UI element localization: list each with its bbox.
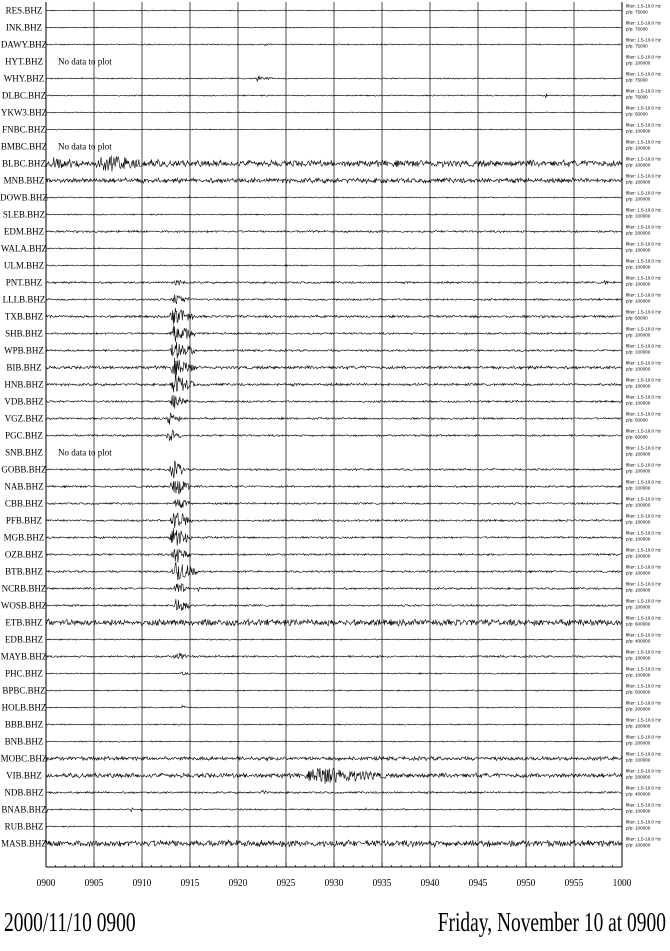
station-label: MASB.BHZ bbox=[1, 838, 47, 849]
station-pp-text: p/p: 100000 bbox=[626, 332, 651, 338]
no-data-text: No data to plot bbox=[58, 141, 112, 152]
station-label: YKW3.BHZ bbox=[0, 107, 48, 118]
x-tick-label: 0950 bbox=[516, 877, 536, 890]
station-pp-text: p/p: 75000 bbox=[626, 94, 648, 100]
x-tick-label: 0905 bbox=[84, 877, 104, 890]
station-pp-text: p/p: 100000 bbox=[626, 655, 651, 661]
station-pp-text: p/p: 200000 bbox=[626, 230, 651, 236]
station-pp-text: p/p: 75000 bbox=[626, 26, 648, 32]
station-label: RUB.BHZ bbox=[4, 821, 44, 832]
station-label: PNT.BHZ bbox=[5, 277, 43, 288]
station-label: OZB.BHZ bbox=[4, 549, 44, 560]
station-pp-text: p/p: 60000 bbox=[626, 434, 648, 440]
station-label: PFB.BHZ bbox=[5, 515, 43, 526]
station-filter-text: filter: 1.5-10.0 Hz bbox=[626, 139, 661, 145]
station-label: TXB.BHZ bbox=[4, 311, 44, 322]
station-label: BLBC.BHZ bbox=[2, 158, 46, 169]
station-filter-text: filter: 1.5-10.0 Hz bbox=[626, 462, 661, 468]
x-tick-label: 0915 bbox=[180, 877, 200, 890]
station-filter-text: filter: 1.5-10.0 Hz bbox=[626, 360, 661, 366]
x-tick-label: 0900 bbox=[36, 877, 56, 890]
station-filter-text: filter: 1.5-10.0 Hz bbox=[626, 734, 661, 740]
station-label: NDB.BHZ bbox=[4, 787, 44, 798]
station-pp-text: p/p: 50000 bbox=[626, 417, 648, 423]
station-pp-text: p/p: 100000 bbox=[626, 842, 651, 848]
x-tick-label: 0940 bbox=[420, 877, 440, 890]
station-label: WALA.BHZ bbox=[0, 243, 48, 254]
station-filter-text: filter: 1.5-10.0 Hz bbox=[626, 88, 661, 94]
station-label: INK.BHZ bbox=[5, 22, 43, 33]
station-filter-text: filter: 1.5-10.0 Hz bbox=[626, 768, 661, 774]
station-pp-text: p/p: 100000 bbox=[626, 247, 651, 253]
station-filter-text: filter: 1.5-10.0 Hz bbox=[626, 258, 661, 264]
station-pp-text: p/p: 100000 bbox=[626, 298, 651, 304]
station-label: EDB.BHZ bbox=[4, 634, 44, 645]
station-label: FNBC.BHZ bbox=[2, 124, 46, 135]
station-pp-text: p/p: 600000 bbox=[626, 621, 651, 627]
station-filter-text: filter: 1.5-10.0 Hz bbox=[626, 547, 661, 553]
station-pp-text: p/p: 100000 bbox=[626, 196, 651, 202]
station-filter-text: filter: 1.5-10.0 Hz bbox=[626, 20, 661, 26]
station-pp-text: p/p: 100000 bbox=[626, 604, 651, 610]
station-filter-text: filter: 1.5-10.0 Hz bbox=[626, 292, 661, 298]
station-label: BNAB.BHZ bbox=[1, 804, 47, 815]
station-filter-text: filter: 1.5-10.0 Hz bbox=[626, 751, 661, 757]
station-filter-text: filter: 1.5-10.0 Hz bbox=[626, 326, 661, 332]
station-label: LLLB.BHZ bbox=[2, 294, 46, 305]
station-label: BNB.BHZ bbox=[4, 736, 44, 747]
station-pp-text: p/p: 200000 bbox=[626, 740, 651, 746]
station-label: GOBB.BHZ bbox=[1, 464, 47, 475]
station-filter-text: filter: 1.5-10.0 Hz bbox=[626, 683, 661, 689]
station-label: MNB.BHZ bbox=[3, 175, 45, 186]
station-filter-text: filter: 1.5-10.0 Hz bbox=[626, 445, 661, 451]
station-pp-text: p/p: 75000 bbox=[626, 43, 648, 49]
station-filter-text: filter: 1.5-10.0 Hz bbox=[626, 37, 661, 43]
station-filter-text: filter: 1.5-10.0 Hz bbox=[626, 275, 661, 281]
station-filter-text: filter: 1.5-10.0 Hz bbox=[626, 819, 661, 825]
station-filter-text: filter: 1.5-10.0 Hz bbox=[626, 802, 661, 808]
station-filter-text: filter: 1.5-10.0 Hz bbox=[626, 530, 661, 536]
station-filter-text: filter: 1.5-10.0 Hz bbox=[626, 411, 661, 417]
station-pp-text: p/p: 100000 bbox=[626, 570, 651, 576]
station-pp-text: p/p: 100000 bbox=[626, 179, 651, 185]
station-pp-text: p/p: 100000 bbox=[626, 264, 651, 270]
station-pp-text: p/p: 75000 bbox=[626, 77, 648, 83]
station-label: SLEB.BHZ bbox=[2, 209, 46, 220]
station-filter-text: filter: 1.5-10.0 Hz bbox=[626, 615, 661, 621]
x-tick-label: 0945 bbox=[468, 877, 488, 890]
station-pp-text: p/p: 100000 bbox=[626, 281, 651, 287]
station-label: PHC.BHZ bbox=[5, 668, 43, 679]
station-label: ULM.BHZ bbox=[3, 260, 45, 271]
station-pp-text: p/p: 100000 bbox=[626, 672, 651, 678]
no-data-text: No data to plot bbox=[58, 56, 112, 67]
station-filter-text: filter: 1.5-10.0 Hz bbox=[626, 377, 661, 383]
station-filter-text: filter: 1.5-10.0 Hz bbox=[626, 343, 661, 349]
station-filter-text: filter: 1.5-10.0 Hz bbox=[626, 785, 661, 791]
station-filter-text: filter: 1.5-10.0 Hz bbox=[626, 190, 661, 196]
x-tick-label: 0910 bbox=[132, 877, 152, 890]
station-pp-text: p/p: 200000 bbox=[626, 774, 651, 780]
station-pp-text: p/p: 100000 bbox=[626, 383, 651, 389]
station-filter-text: filter: 1.5-10.0 Hz bbox=[626, 700, 661, 706]
station-pp-text: p/p: 75000 bbox=[626, 9, 648, 15]
station-filter-text: filter: 1.5-10.0 Hz bbox=[626, 122, 661, 128]
station-label: SHB.BHZ bbox=[5, 328, 43, 339]
station-label: HNB.BHZ bbox=[4, 379, 44, 390]
station-filter-text: filter: 1.5-10.0 Hz bbox=[626, 224, 661, 230]
station-pp-text: p/p: 100000 bbox=[626, 519, 651, 525]
station-filter-text: filter: 1.5-10.0 Hz bbox=[626, 666, 661, 672]
footer-day-date: Friday, November 10 at 0900 bbox=[437, 907, 666, 937]
station-label: DLBC.BHZ bbox=[1, 90, 47, 101]
station-pp-text: p/p: 100000 bbox=[626, 723, 651, 729]
footer-date-time: 2000/11/10 0900 bbox=[4, 907, 136, 937]
station-filter-text: filter: 1.5-10.0 Hz bbox=[626, 632, 661, 638]
station-pp-text: p/p: 400000 bbox=[626, 638, 651, 644]
station-label: NAB.BHZ bbox=[4, 481, 44, 492]
station-label: PGC.BHZ bbox=[5, 430, 43, 441]
station-filter-text: filter: 1.5-10.0 Hz bbox=[626, 717, 661, 723]
station-label: DOWB.BHZ bbox=[0, 192, 48, 203]
station-filter-text: filter: 1.5-10.0 Hz bbox=[626, 54, 661, 60]
station-filter-text: filter: 1.5-10.0 Hz bbox=[626, 309, 661, 315]
station-pp-text: p/p: 100000 bbox=[626, 485, 651, 491]
station-pp-text: p/p: 100000 bbox=[626, 145, 651, 151]
station-pp-text: p/p: 100000 bbox=[626, 400, 651, 406]
station-pp-text: p/p: 100000 bbox=[626, 162, 651, 168]
station-pp-text: p/p: 100000 bbox=[626, 468, 651, 474]
station-label: VDB.BHZ bbox=[4, 396, 44, 407]
station-pp-text: p/p: 200000 bbox=[626, 706, 651, 712]
station-label: WOSB.BHZ bbox=[0, 600, 48, 611]
station-label: MAYB.BHZ bbox=[0, 651, 48, 662]
x-tick-label: 1000 bbox=[612, 877, 632, 890]
station-filter-text: filter: 1.5-10.0 Hz bbox=[626, 156, 661, 162]
station-filter-text: filter: 1.5-10.0 Hz bbox=[626, 598, 661, 604]
station-label: EDM.BHZ bbox=[3, 226, 45, 237]
station-label: BBB.BHZ bbox=[4, 719, 44, 730]
station-filter-text: filter: 1.5-10.0 Hz bbox=[626, 496, 661, 502]
station-filter-text: filter: 1.5-10.0 Hz bbox=[626, 564, 661, 570]
station-pp-text: p/p: 100000 bbox=[626, 366, 651, 372]
station-pp-text: p/p: 100000 bbox=[626, 213, 651, 219]
station-label: HOLB.BHZ bbox=[1, 702, 47, 713]
station-label: BTB.BHZ bbox=[5, 566, 43, 577]
station-label: SNB.BHZ bbox=[5, 447, 43, 458]
station-label: RES.BHZ bbox=[5, 5, 43, 16]
station-label: VIB.BHZ bbox=[6, 770, 42, 781]
x-tick-label: 0955 bbox=[564, 877, 584, 890]
x-tick-label: 0920 bbox=[228, 877, 248, 890]
station-filter-text: filter: 1.5-10.0 Hz bbox=[626, 105, 661, 111]
station-pp-text: p/p: 100000 bbox=[626, 757, 651, 763]
station-pp-text: p/p: 400000 bbox=[626, 791, 651, 797]
station-filter-text: filter: 1.5-10.0 Hz bbox=[626, 581, 661, 587]
station-label: MOBC.BHZ bbox=[0, 753, 48, 764]
station-pp-text: p/p: 100000 bbox=[626, 128, 651, 134]
station-label: VGZ.BHZ bbox=[4, 413, 44, 424]
station-pp-text: p/p: 100000 bbox=[626, 587, 651, 593]
no-data-text: No data to plot bbox=[58, 447, 112, 458]
station-filter-text: filter: 1.5-10.0 Hz bbox=[626, 836, 661, 842]
station-pp-text: p/p: 100000 bbox=[626, 451, 651, 457]
station-label: WPB.BHZ bbox=[4, 345, 44, 356]
station-filter-text: filter: 1.5-10.0 Hz bbox=[626, 71, 661, 77]
station-pp-text: p/p: 100000 bbox=[626, 502, 651, 508]
station-filter-text: filter: 1.5-10.0 Hz bbox=[626, 479, 661, 485]
station-label: WHY.BHZ bbox=[3, 73, 45, 84]
station-filter-text: filter: 1.5-10.0 Hz bbox=[626, 428, 661, 434]
x-tick-label: 0935 bbox=[372, 877, 392, 890]
station-pp-text: p/p: 500000 bbox=[626, 689, 651, 695]
station-pp-text: p/p: 100000 bbox=[626, 553, 651, 559]
station-filter-text: filter: 1.5-10.0 Hz bbox=[626, 394, 661, 400]
station-label: MGB.BHZ bbox=[3, 532, 45, 543]
station-filter-text: filter: 1.5-10.0 Hz bbox=[626, 649, 661, 655]
station-label: BIB.BHZ bbox=[6, 362, 42, 373]
station-pp-text: p/p: 50000 bbox=[626, 315, 648, 321]
station-filter-text: filter: 1.5-10.0 Hz bbox=[626, 241, 661, 247]
station-pp-text: p/p: 100000 bbox=[626, 808, 651, 814]
station-filter-text: filter: 1.5-10.0 Hz bbox=[626, 513, 661, 519]
station-filter-text: filter: 1.5-10.0 Hz bbox=[626, 207, 661, 213]
station-label: HYT.BHZ bbox=[4, 56, 44, 67]
station-pp-text: p/p: 100000 bbox=[626, 536, 651, 542]
station-filter-text: filter: 1.5-10.0 Hz bbox=[626, 3, 661, 9]
station-pp-text: p/p: 100000 bbox=[626, 349, 651, 355]
station-pp-text: p/p: 50000 bbox=[626, 111, 648, 117]
station-label: NCRB.BHZ bbox=[1, 583, 47, 594]
station-label: CBB.BHZ bbox=[4, 498, 44, 509]
x-tick-label: 0930 bbox=[324, 877, 344, 890]
station-label: BMBC.BHZ bbox=[0, 141, 48, 152]
x-tick-label: 0925 bbox=[276, 877, 296, 890]
station-label: ETB.BHZ bbox=[5, 617, 43, 628]
station-pp-text: p/p: 100000 bbox=[626, 825, 651, 831]
station-pp-text: p/p: 100000 bbox=[626, 60, 651, 66]
station-filter-text: filter: 1.5-10.0 Hz bbox=[626, 173, 661, 179]
station-label: BPBC.BHZ bbox=[2, 685, 46, 696]
station-label: DAWY.BHZ bbox=[0, 39, 48, 50]
